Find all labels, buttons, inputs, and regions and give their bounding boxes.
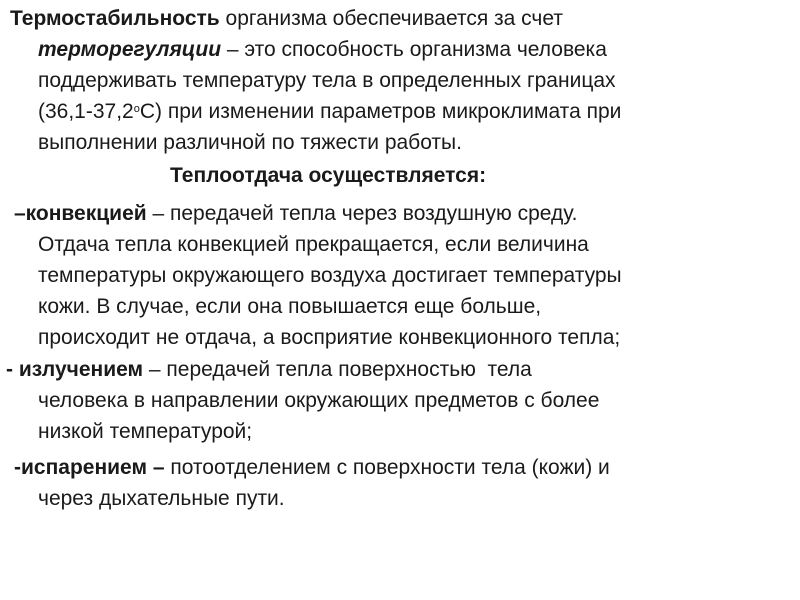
intro-line-3-text: поддерживать температуру тела в определенных границах xyxy=(38,69,616,92)
term-radiation: - излучением xyxy=(6,358,144,381)
intro-line-3 xyxy=(38,65,616,96)
section-heading: Теплоотдача осуществляется: xyxy=(170,164,487,187)
radiation-line-2 xyxy=(38,385,599,416)
convection-line-3 xyxy=(38,260,622,291)
intro-line-4 xyxy=(38,96,621,127)
term-convection: –конвекцией xyxy=(14,202,147,225)
radiation-line-3-text: низкой температурой; xyxy=(38,420,253,443)
evaporation-line-1 xyxy=(14,452,610,483)
convection-line-1 xyxy=(14,198,577,229)
intro-line-5 xyxy=(38,127,462,158)
intro-line-4-b: С) при изменении параметров микроклимата при xyxy=(139,100,622,123)
term-evaporation: -испарением – xyxy=(14,456,165,479)
evaporation-line-2-text: через дыхательные пути. xyxy=(38,487,285,510)
convection-line-5 xyxy=(38,322,620,353)
degree-sign: о xyxy=(133,103,140,115)
convection-line-3-text: температуры окружающего воздуха достигает температуры xyxy=(38,264,622,287)
radiation-line-2-text: человека в направлении окружающих предметов с более xyxy=(38,389,600,412)
radiation-line-1-text: – передачей тепла поверхностью тела xyxy=(143,358,532,381)
intro-line-2-text: – это способность организма человека xyxy=(221,38,607,61)
convection-line-2-text: Отдача тепла конвекцией прекращается, если величина xyxy=(38,233,589,256)
term-thermostability: Термостабильность xyxy=(10,7,220,30)
intro-line-2 xyxy=(38,34,607,65)
convection-line-1-text: – передачей тепла через воздушную среду. xyxy=(146,202,578,225)
intro-line-5-text: выполнении различной по тяжести работы. xyxy=(38,131,462,154)
intro-line-4-a: (36,1-37,2 xyxy=(38,100,134,123)
evaporation-line-1-text: потоотделением с поверхности тела (кожи) и xyxy=(164,456,610,479)
evaporation-line-2 xyxy=(38,483,285,514)
radiation-line-3 xyxy=(38,416,252,447)
convection-line-2 xyxy=(38,229,589,260)
intro-line-1-text: организма обеспечивается за счет xyxy=(219,7,563,30)
term-thermoregulation: терморегуляции xyxy=(38,38,222,61)
convection-line-4-text: кожи. В случае, если она повышается еще больше, xyxy=(38,295,542,318)
convection-line-5-text: происходит не отдача, а восприятие конвекционного тепла; xyxy=(38,326,621,349)
intro-line-1 xyxy=(10,3,563,34)
convection-line-4 xyxy=(38,291,541,322)
radiation-line-1 xyxy=(6,354,532,385)
